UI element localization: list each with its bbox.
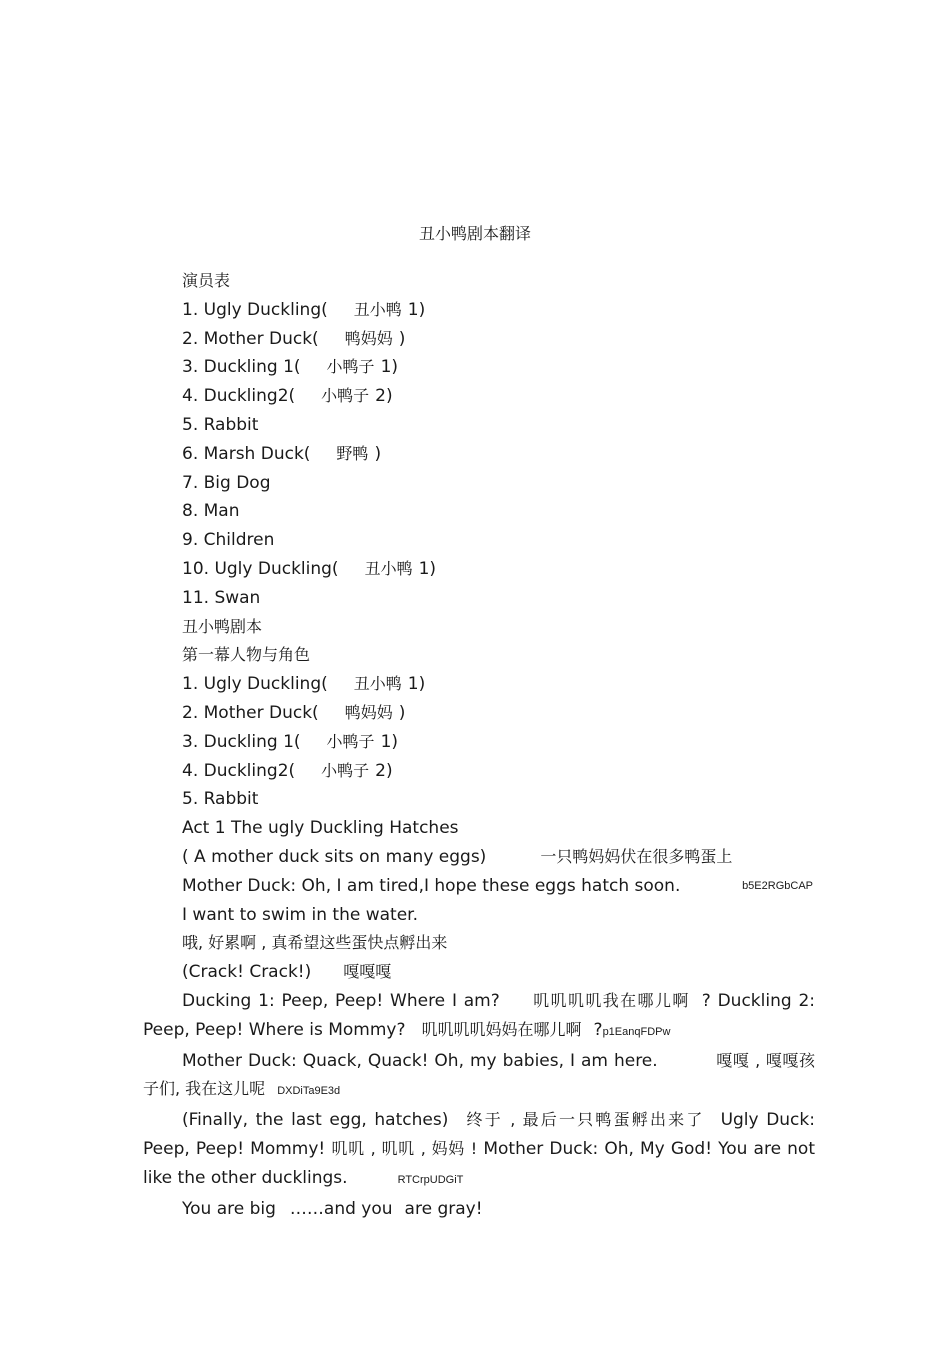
- cast-item-zh: 鸭妈妈: [344, 328, 393, 348]
- stage-direction-zh: 嘎嘎嘎: [343, 962, 392, 982]
- cast-item-en: 9. Children: [182, 530, 275, 551]
- role-item-zh: 小鸭子: [326, 731, 375, 751]
- cast-item: [143, 526, 815, 555]
- cast-item: [143, 469, 815, 498]
- cast-item-zh: 丑小鸭: [353, 299, 402, 319]
- cast-item-tail: ): [374, 443, 382, 464]
- dialogue-mother-zh: 哦, 好累啊 , 真希望这些蛋快点孵出来: [182, 933, 448, 953]
- cast-item-tail: 1): [418, 558, 437, 579]
- cast-item-zh: 丑小鸭: [364, 558, 413, 578]
- role-item: [143, 728, 815, 757]
- role-item-zh: 小鸭子: [321, 760, 370, 780]
- cast-item-tail: 1): [407, 299, 426, 320]
- dialogue-mother-1: [143, 872, 815, 901]
- role-item: [143, 699, 815, 728]
- cast-item-en: 3. Duckling 1(: [182, 357, 301, 378]
- cast-item: [143, 325, 815, 354]
- role-item-en: 5. Rabbit: [182, 789, 259, 810]
- role-item: [143, 757, 815, 786]
- script-heading: 丑小鸭剧本: [182, 616, 263, 636]
- role-item-en: 3. Duckling 1(: [182, 731, 301, 752]
- narration-last-egg: [143, 1106, 815, 1194]
- dialogue-mother-2: I want to swim in the water.: [182, 904, 418, 925]
- role-item-tail: 1): [380, 731, 399, 752]
- stage-direction-zh: 一只鸭妈妈伏在很多鸭蛋上: [540, 846, 733, 866]
- dialogue-en: Ducking 1: Peep, Peep! Where I am?: [182, 990, 500, 1011]
- role-item-en: 1. Ugly Duckling(: [182, 674, 328, 695]
- cast-item: [143, 497, 815, 526]
- cast-item-en: 1. Ugly Duckling(: [182, 299, 328, 320]
- stage-direction-1: [143, 843, 815, 872]
- role-item-tail: 1): [407, 674, 426, 695]
- ref-code: b5E2RGbCAP: [742, 879, 813, 892]
- cast-item-tail: 2): [375, 386, 393, 407]
- act1-heading: Act 1 The ugly Duckling Hatches: [182, 818, 459, 839]
- dialogue-en: ……and you: [289, 1198, 393, 1219]
- role-item-zh: 丑小鸭: [353, 674, 402, 694]
- role-item-zh: 鸭妈妈: [344, 702, 393, 722]
- cast-item: [143, 353, 815, 382]
- stage-direction-en: (Crack! Crack!): [182, 962, 312, 983]
- act1-roles-list: [143, 670, 815, 814]
- dialogue-en: Ugly Duck: Peep, Peep! Mommy!: [143, 1110, 815, 1159]
- cast-item-en: 8. Man: [182, 501, 240, 522]
- cast-item: [143, 555, 815, 584]
- role-item: [143, 785, 815, 814]
- cast-item-zh: 小鸭子: [321, 386, 370, 406]
- page-title: 丑小鸭剧本翻译: [418, 224, 531, 243]
- role-item-tail: ): [398, 702, 406, 723]
- dialogue-en: Mother Duck: Quack, Quack! Oh, my babies, I am here.: [182, 1050, 658, 1071]
- dialogue-en: Mother Duck: Oh, My God! You are not like the other ducklings.: [143, 1138, 815, 1188]
- cast-item-en: 4. Duckling2(: [182, 386, 296, 407]
- dialogue-en: Mother Duck: Oh, I am tired,I hope these eggs hatch soon.: [182, 875, 681, 896]
- role-item: [143, 670, 815, 699]
- ref-code: RTCrpUDGiT: [397, 1173, 464, 1186]
- dialogue-zh: 嘎嘎 , 嘎嘎孩子们, 我在这儿呢: [143, 1050, 815, 1099]
- cast-list: [143, 296, 815, 613]
- cast-item: [143, 440, 815, 469]
- role-item-tail: 2): [375, 760, 393, 781]
- role-item-en: 2. Mother Duck(: [182, 702, 319, 723]
- cast-item: [143, 296, 815, 325]
- ref-code: p1EanqFDPw: [602, 1025, 671, 1038]
- dialogue-ducklings: [143, 987, 815, 1047]
- cast-item-tail: 1): [380, 357, 399, 378]
- cast-item: [143, 584, 815, 613]
- act1-roles-heading: 第一幕人物与角色: [182, 645, 311, 665]
- dialogue-zh: 叽叽叽叽我在哪儿啊: [531, 990, 690, 1010]
- cast-item: [143, 382, 815, 411]
- cast-item-en: 5. Rabbit: [182, 414, 259, 435]
- dialogue-mother-4: [143, 1195, 815, 1224]
- role-item-en: 4. Duckling2(: [182, 760, 296, 781]
- dialogue-zh: 叽叽叽叽妈妈在哪儿啊: [421, 1019, 582, 1039]
- dialogue-en: ? Duckling 2: Peep, Peep! Where is Mommy?: [143, 990, 815, 1040]
- cast-item-en: 10. Ugly Duckling(: [182, 558, 339, 579]
- dialogue-en: ?: [593, 1019, 603, 1040]
- ref-code: DXDiTa9E3d: [277, 1085, 341, 1098]
- cast-item-en: 2. Mother Duck(: [182, 328, 319, 349]
- stage-direction-en: (Finally, the last egg, hatches): [182, 1110, 449, 1131]
- cast-item-en: 11. Swan: [182, 587, 261, 608]
- cast-item-zh: 野鸭: [336, 443, 369, 463]
- cast-item-en: 6. Marsh Duck(: [182, 443, 311, 464]
- stage-direction-zh: 终于 , 最后一只鸭蛋孵出来了: [464, 1110, 705, 1130]
- document-body: [143, 267, 815, 1223]
- dialogue-zh: 叽叽 , 叽叽 , 妈妈 !: [331, 1138, 478, 1158]
- cast-item: [143, 411, 815, 440]
- dialogue-mother-3: [143, 1047, 815, 1107]
- stage-direction-en: ( A mother duck sits on many eggs): [182, 846, 487, 867]
- dialogue-en: You are big: [182, 1198, 276, 1219]
- cast-item-en: 7. Big Dog: [182, 472, 271, 493]
- cast-item-zh: 小鸭子: [326, 357, 375, 377]
- cast-item-tail: ): [398, 328, 406, 349]
- dialogue-en: are gray!: [404, 1198, 483, 1219]
- cast-heading: 演员表: [182, 271, 231, 290]
- stage-direction-2: [143, 958, 815, 987]
